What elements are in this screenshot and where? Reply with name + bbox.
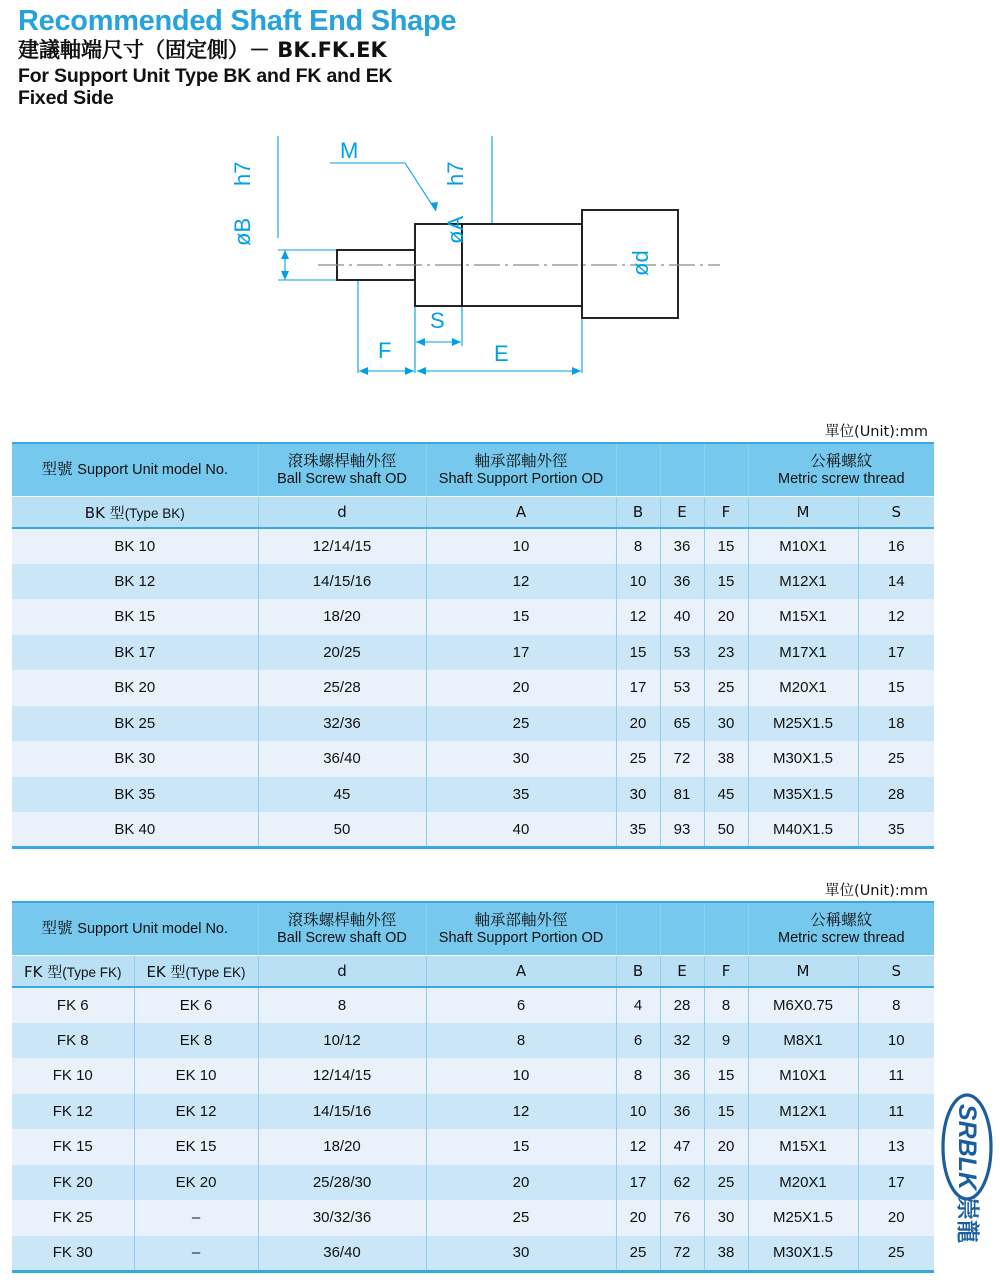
cell-d: 36/40 [258,1236,426,1272]
cell-b: 15 [616,635,660,671]
cell-m: M20X1 [748,670,858,706]
cell-e: 65 [660,706,704,742]
subtitle-english-line2: Fixed Side [18,87,114,110]
cell-s: 18 [858,706,934,742]
cell-ek: EK 6 [134,987,258,1023]
table-row [12,1094,934,1130]
cell-s: 15 [858,670,934,706]
cell-s: 25 [858,741,934,777]
table-row [12,528,934,564]
header-model: 型號 Support Unit model No. [12,902,258,956]
subheader-type-bk: BK 型(Type BK) [12,497,258,529]
cell-e: 36 [660,1058,704,1094]
cell-model: BK 20 [12,670,258,706]
table-bk-header-main [12,443,934,497]
cell-e: 28 [660,987,704,1023]
subheader-type-ek: EK 型(Type EK) [134,956,258,988]
cell-e: 62 [660,1165,704,1201]
cell-f: 45 [704,777,748,813]
cell-f: 30 [704,706,748,742]
cell-a: 35 [426,777,616,813]
subheader-f: F [704,497,748,529]
header-blank-f [704,443,748,497]
cell-e: 47 [660,1129,704,1165]
cell-e: 36 [660,1094,704,1130]
cell-fk: FK 8 [12,1023,134,1059]
header-blank-b [616,443,660,497]
subheader-a: A [426,497,616,529]
cell-ek: EK 15 [134,1129,258,1165]
table-row [12,564,934,600]
cell-m: M15X1 [748,599,858,635]
table-row [12,1165,934,1201]
cell-d: 8 [258,987,426,1023]
header-blank-f [704,902,748,956]
cell-m: M12X1 [748,564,858,600]
cell-m: M25X1.5 [748,706,858,742]
cell-a: 30 [426,1236,616,1272]
cell-d: 18/20 [258,1129,426,1165]
cell-s: 17 [858,1165,934,1201]
cell-m: M17X1 [748,635,858,671]
logo-chinese-name: 崇龍 [954,1197,980,1243]
cell-model: BK 17 [12,635,258,671]
cell-d: 12/14/15 [258,1058,426,1094]
header-blank-e [660,443,704,497]
unit-caption-table-bk: 單位(Unit):mm [825,424,928,440]
subheader-b: B [616,956,660,988]
table-row [12,706,934,742]
cell-e: 32 [660,1023,704,1059]
subheader-b: B [616,497,660,529]
cell-d: 50 [258,812,426,848]
subheader-type-fk: FK 型(Type FK) [12,956,134,988]
table-row [12,1236,934,1272]
cell-m: M6X0.75 [748,987,858,1023]
cell-e: 40 [660,599,704,635]
cell-d: 30/32/36 [258,1200,426,1236]
label-f: F [378,338,392,363]
cell-a: 15 [426,599,616,635]
cell-f: 25 [704,670,748,706]
cell-a: 20 [426,670,616,706]
cell-d: 14/15/16 [258,564,426,600]
subheader-f: F [704,956,748,988]
cell-s: 13 [858,1129,934,1165]
label-e: E [494,341,509,366]
cell-fk: FK 10 [12,1058,134,1094]
arrow-s-right [452,338,461,346]
cell-b: 20 [616,706,660,742]
leader-arrow-m [430,202,438,211]
cell-b: 25 [616,1236,660,1272]
label-s: S [430,308,445,333]
cell-b: 8 [616,528,660,564]
cell-f: 25 [704,1165,748,1201]
cell-s: 17 [858,635,934,671]
cell-s: 11 [858,1058,934,1094]
arrow-e-left [417,367,426,375]
subheader-e: E [660,497,704,529]
cell-a: 17 [426,635,616,671]
cell-s: 10 [858,1023,934,1059]
cell-model: BK 40 [12,812,258,848]
shaft-end-drawing [230,128,750,393]
cell-a: 20 [426,1165,616,1201]
cell-f: 20 [704,599,748,635]
subheader-a: A [426,956,616,988]
subheader-e: E [660,956,704,988]
table-row [12,599,934,635]
cell-f: 15 [704,564,748,600]
cell-d: 12/14/15 [258,528,426,564]
cell-a: 6 [426,987,616,1023]
cell-model: BK 35 [12,777,258,813]
cell-e: 36 [660,564,704,600]
cell-b: 17 [616,670,660,706]
cell-s: 14 [858,564,934,600]
cell-b: 25 [616,741,660,777]
cell-fk: FK 15 [12,1129,134,1165]
label-dia-a: øA [443,215,468,244]
cell-f: 23 [704,635,748,671]
header-blank-e [660,902,704,956]
cell-model: BK 15 [12,599,258,635]
cell-s: 16 [858,528,934,564]
cell-m: M20X1 [748,1165,858,1201]
cell-f: 8 [704,987,748,1023]
cell-f: 9 [704,1023,748,1059]
cell-a: 15 [426,1129,616,1165]
cell-m: M35X1.5 [748,777,858,813]
table-row [12,741,934,777]
header-support-portion-od: 軸承部軸外徑 Shaft Support Portion OD [426,443,616,497]
cell-b: 4 [616,987,660,1023]
cell-d: 20/25 [258,635,426,671]
cell-d: 14/15/16 [258,1094,426,1130]
cell-f: 15 [704,1094,748,1130]
cell-ek: EK 10 [134,1058,258,1094]
subtitle-english-line1: For Support Unit Type BK and FK and EK [18,64,393,87]
cell-s: 25 [858,1236,934,1272]
table-row [12,1058,934,1094]
cell-b: 35 [616,812,660,848]
cell-s: 12 [858,599,934,635]
table-row [12,1023,934,1059]
cell-model: BK 10 [12,528,258,564]
cell-b: 10 [616,1094,660,1130]
cell-a: 10 [426,1058,616,1094]
table-row [12,1200,934,1236]
cell-a: 40 [426,812,616,848]
cell-d: 10/12 [258,1023,426,1059]
label-dia-b: øB [230,217,255,246]
cell-f: 30 [704,1200,748,1236]
arrow-dia-b-top [281,250,289,259]
cell-b: 17 [616,1165,660,1201]
arrow-f-left [359,367,368,375]
table-row [12,777,934,813]
table-bk-header-sub [12,497,934,529]
subheader-m: M [748,956,858,988]
cell-b: 10 [616,564,660,600]
cell-m: M10X1 [748,1058,858,1094]
subheader-s: S [858,956,934,988]
cell-fk: FK 6 [12,987,134,1023]
cell-m: M8X1 [748,1023,858,1059]
cell-m: M30X1.5 [748,741,858,777]
label-m: M [340,138,359,163]
cell-f: 38 [704,1236,748,1272]
cell-a: 30 [426,741,616,777]
cell-a: 10 [426,528,616,564]
cell-ek: EK 20 [134,1165,258,1201]
cell-d: 45 [258,777,426,813]
arrow-s-left [416,338,425,346]
cell-d: 25/28 [258,670,426,706]
page-title: Recommended Shaft End Shape [18,5,457,37]
cell-model: BK 12 [12,564,258,600]
table-row [12,635,934,671]
cell-f: 50 [704,812,748,848]
cell-d: 32/36 [258,706,426,742]
cell-e: 93 [660,812,704,848]
table-row [12,987,934,1023]
srblk-logo [938,1092,996,1267]
cell-ek: EK 12 [134,1094,258,1130]
subheader-s: S [858,497,934,529]
cell-a: 25 [426,706,616,742]
label-dia-b-tolerance: h7 [230,161,255,186]
header-support-portion-od: 軸承部軸外徑 Shaft Support Portion OD [426,902,616,956]
arrow-e-right [572,367,581,375]
table-row [12,1129,934,1165]
cell-b: 8 [616,1058,660,1094]
cell-a: 12 [426,564,616,600]
header-blank-b [616,902,660,956]
cell-e: 81 [660,777,704,813]
subheader-d: d [258,956,426,988]
cell-s: 28 [858,777,934,813]
header-metric-screw-thread: 公稱螺紋 Metric screw thread [748,902,934,956]
header-metric-screw-thread: 公稱螺紋 Metric screw thread [748,443,934,497]
cell-f: 15 [704,528,748,564]
cell-s: 11 [858,1094,934,1130]
cell-model: BK 25 [12,706,258,742]
table-fkek-header-sub [12,956,934,988]
cell-ek: – [134,1200,258,1236]
label-dia-a-tolerance: h7 [443,161,468,186]
cell-d: 25/28/30 [258,1165,426,1201]
cell-a: 8 [426,1023,616,1059]
logo-ellipse-mark [943,1095,991,1199]
cell-f: 15 [704,1058,748,1094]
cell-m: M25X1.5 [748,1200,858,1236]
cell-s: 35 [858,812,934,848]
table-row [12,812,934,848]
cell-b: 12 [616,599,660,635]
cell-ek: – [134,1236,258,1272]
cell-m: M15X1 [748,1129,858,1165]
cell-a: 12 [426,1094,616,1130]
cell-d: 18/20 [258,599,426,635]
table-bk [12,442,934,849]
cell-fk: FK 12 [12,1094,134,1130]
cell-e: 36 [660,528,704,564]
arrow-dia-b-bottom [281,271,289,280]
title-block [18,6,718,110]
cell-m: M10X1 [748,528,858,564]
table-fkek-body [12,987,934,1271]
cell-d: 36/40 [258,741,426,777]
cell-m: M12X1 [748,1094,858,1130]
unit-caption-table-fkek: 單位(Unit):mm [825,883,928,899]
label-dia-d: ød [628,250,653,276]
cell-f: 38 [704,741,748,777]
cell-b: 20 [616,1200,660,1236]
cell-model: BK 30 [12,741,258,777]
header-shaft-od: 滾珠螺桿軸外徑 Ball Screw shaft OD [258,902,426,956]
table-bk-body [12,528,934,848]
cell-e: 76 [660,1200,704,1236]
cell-s: 20 [858,1200,934,1236]
cell-a: 25 [426,1200,616,1236]
cell-ek: EK 8 [134,1023,258,1059]
cell-e: 53 [660,635,704,671]
table-fkek-header-main [12,902,934,956]
cell-e: 53 [660,670,704,706]
cell-fk: FK 25 [12,1200,134,1236]
cell-e: 72 [660,741,704,777]
table-fkek [12,901,934,1273]
cell-m: M40X1.5 [748,812,858,848]
header-shaft-od: 滾珠螺桿軸外徑 Ball Screw shaft OD [258,443,426,497]
cell-fk: FK 30 [12,1236,134,1272]
table-row [12,670,934,706]
cell-b: 6 [616,1023,660,1059]
subheader-d: d [258,497,426,529]
cell-e: 72 [660,1236,704,1272]
cell-f: 20 [704,1129,748,1165]
subheader-m: M [748,497,858,529]
cell-s: 8 [858,987,934,1023]
header-model: 型號 Support Unit model No. [12,443,258,497]
cell-b: 30 [616,777,660,813]
arrow-f-right [405,367,414,375]
subtitle-chinese: 建議軸端尺寸（固定側）－ BK.FK.EK [18,38,387,63]
cell-fk: FK 20 [12,1165,134,1201]
cell-b: 12 [616,1129,660,1165]
cell-m: M30X1.5 [748,1236,858,1272]
logo-text: SRBLK [953,1103,981,1191]
